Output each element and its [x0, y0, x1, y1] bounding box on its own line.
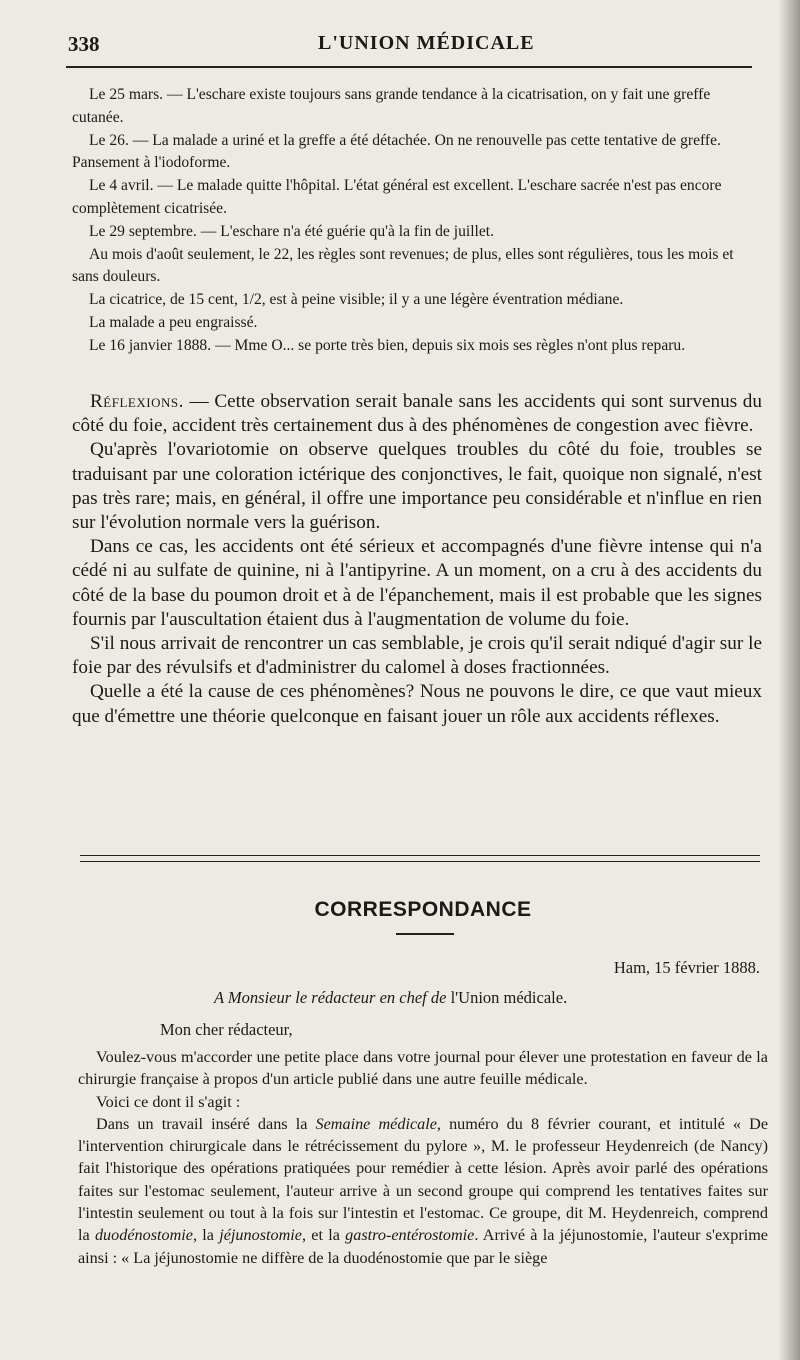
letter-text: , la	[192, 1226, 220, 1245]
case-note: Le 16 janvier 1888. — Mme O... se porte très bien, depuis six mois ses règles n'ont plus reparu.	[89, 336, 686, 354]
reflexions-paragraph: Quelle a été la cause de ces phénomènes? Nous ne pouvons le dire, ce que vaut mieux que d'émettre une théorie quelconque en faisant jouer un rôle aux accidents réflexes.	[72, 681, 762, 727]
reflexions-paragraph	[72, 390, 762, 438]
case-note: Au mois d'août seulement, le 22, les règles sont revenues; de plus, elles sont régulières, tous les mois et sans douleurs.	[72, 245, 734, 286]
dateline: Ham, 15 février 1888.	[613, 958, 760, 977]
page-number: 338	[68, 32, 100, 56]
letter-paragraph	[78, 1113, 768, 1269]
case-note: La malade a peu engraissé.	[89, 313, 258, 331]
case-note: La cicatrice, de 15 cent, 1/2, est à peine visible; il y a une légère éventration médiane.	[89, 291, 624, 309]
reflexions-paragraph: Dans ce cas, les accidents ont été sérieux et accompagnés d'une fièvre intense qui n'a cédé ni au sulfate de quinine, ni à l'antipyrine. A un moment, on a cru à des accidents du côté de la base du poumon droit et à de l'épanchement, mais il est probable que les signes fournis par l'auscultation étaient dus à l'augmentation de volume du foie.	[72, 536, 762, 630]
letter-paragraph: Voici ce dont il s'agit :	[96, 1092, 241, 1111]
case-note: Le 26. — La malade a uriné et la greffe a été détachée. On ne renouvelle pas cette tentative de greffe. Pansement à l'iodoforme.	[72, 131, 721, 172]
address-journal: l'Union médicale.	[450, 988, 568, 1007]
letter-text: , et la	[301, 1226, 346, 1245]
term: jéjunostomie	[219, 1226, 302, 1245]
title-underline	[396, 933, 454, 935]
reflexions-section	[72, 390, 762, 729]
reflexions-paragraph: Qu'après l'ovariotomie on observe quelques troubles du côté du foie, troubles se traduisant par une coloration ictérique des conjonctives, le fait, quoique non signalé, n'est pas très rare; mais, en général, il offre une importance peu considérable et n'influe en rien sur l'évolution normale vers la guérison.	[72, 439, 762, 534]
address-prefix: A Monsieur le rédacteur en chef de	[214, 988, 451, 1007]
section-divider	[80, 855, 760, 862]
section-title: CORRESPONDANCE	[314, 898, 532, 921]
letter-body	[78, 1046, 768, 1269]
journal-title: Semaine médicale	[315, 1114, 437, 1133]
letter-text: Dans un travail inséré dans la	[96, 1114, 316, 1133]
term: gastro-entérostomie	[345, 1226, 475, 1245]
running-title: L'UNION MÉDICALE	[318, 32, 535, 54]
page-edge-shadow	[778, 0, 800, 1360]
header-rule	[66, 66, 752, 68]
letter-address	[214, 988, 567, 1008]
page-header	[68, 30, 758, 62]
reflexions-text: — Cette observation serait banale sans les accidents qui sont survenus du côté du foie, accident très certainement dus à des phénomènes de congestion avec fièvre.	[72, 391, 762, 437]
letter-paragraph: Voulez-vous m'accorder une petite place dans votre journal pour élever une protestation en faveur de la chirurgie française à propos d'un article publié dans une autre feuille médicale.	[78, 1048, 768, 1089]
term: duodénostomie	[94, 1226, 193, 1245]
salutation: Mon cher rédacteur,	[160, 1020, 293, 1039]
reflexions-paragraph: S'il nous arrivait de rencontrer un cas semblable, je crois qu'il serait ndiqué d'agir sur le foie par des révulsifs et d'administrer du calomel à doses fractionnées.	[72, 633, 762, 679]
case-note: Le 4 avril. — Le malade quitte l'hôpital. L'état général est excellent. L'eschare sacrée n'est pas encore complètement cicatrisée.	[72, 177, 722, 217]
reflexions-lead: Réflexions.	[90, 391, 184, 412]
letter-text: , numéro du 8 février courant, et intitulé « De l'intervention chirurgicale dans le rétrécissement du pylore », M. le professeur Heydenreich (de Nancy) fait l'historique des opérations pratiquées pour remédier à cette lésion. Après avoir parlé des opérations faites sur l'estomac seulement, l'auteur arrive à un second groupe qui comprend les tentatives faites sur l'intestin seulement ou tout à la fois sur l'intestin et l'estomac. Ce groupe, dit M. Heydenreich, comprend la	[78, 1114, 768, 1245]
case-notes	[72, 84, 758, 358]
letter-text: . Arrivé à la jéjunostomie, l'auteur s'exprime ainsi : « La jéjunostomie ne diffère de la duodénostomie que par le siège	[78, 1226, 768, 1267]
case-note: Le 25 mars. — L'eschare existe toujours sans grande tendance à la cicatrisation, on y fait une greffe cutanée.	[72, 86, 711, 126]
case-note: Le 29 septembre. — L'eschare n'a été guérie qu'à la fin de juillet.	[89, 222, 495, 240]
